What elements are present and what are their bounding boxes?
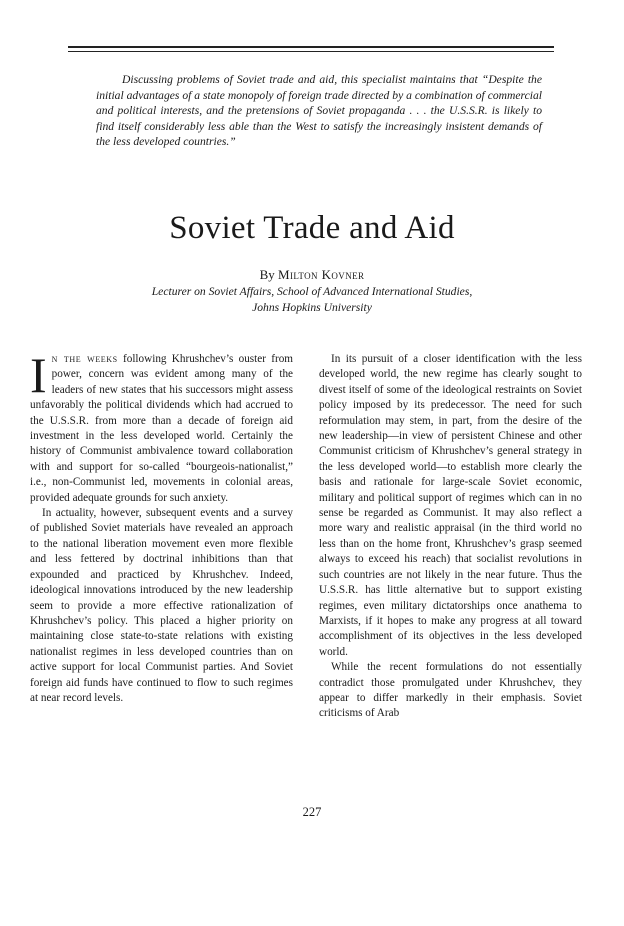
byline [0, 266, 624, 284]
author-name: Milton Kovner [278, 267, 365, 282]
header-rule-bottom [68, 51, 554, 52]
abstract: Discussing problems of Soviet trade and aid, this specialist maintains that “Despite the initial advantages of a state monopoly of foreign trade directed by a combination of commercial and political interests, and the pretensions of Soviet propaganda . . . the U.S.S.R. is likely to find itself considerably less able than the West to satisfy the increasingly insistent demands of the less developed countries.” [96, 73, 542, 149]
lead-in-words: n the weeks [51, 353, 118, 365]
body-paragraph-1 [30, 347, 293, 506]
drop-cap: I [30, 347, 47, 403]
body-column-left [30, 347, 293, 706]
page-number: 227 [302, 805, 322, 819]
byline-by: By [259, 267, 275, 282]
article-title: Soviet Trade and Aid [169, 210, 455, 246]
affiliation-line-2: Johns Hopkins University [252, 300, 372, 314]
body-paragraph-4: While the recent formulations do not essentially contradict those promulgated under Khrushchev, they appear to differ markedly in their emphasis. Soviet criticisms of Arab [319, 661, 582, 720]
body-paragraph-3: In its pursuit of a closer identification with the less developed world, the new regime has clearly sought to divest itself of some of the ideological restraints on Soviet policy imposed by its predecessor. The need for such reformulation may stem, in part, from the desire of the new leadership—in view of persistent Chinese and other Communist criticism of Khrushchev’s general strategy in the less developed world—to establish more clearly the basis and rationale for large-scale Soviet economic, military and political support of regimes which can in no sense be regarded as Communist. It may also reflect a more wary and realistic appraisal (in the third world no less than on the home front, Khrushchev’s grasp seemed always to exceed his reach) that socialist revolutions in such countries are not likely in the near future. Thus the U.S.S.R. has little alternative but to support existing regimes, even military dictatorships once anathema to Marxists, if it hopes to make any progress at all toward accomplishment of its objectives in the less developed world. [319, 353, 582, 658]
paragraph-1-text: following Khrushchev’s ouster from power, concern was evident among many of the leaders of new states that his successors might assess unfavorably the political dividends which had accrued to the U.S.S.R. from more than a decade of foreign aid investment in the less developed world. Certainly the history of Communist ambivalence toward collaboration with and support for so-called “bourgeois-nationalist,” i.e., non-Communist led, movements in colonial areas, provided adequate grounds for such anxiety. [30, 353, 293, 504]
header-rule-top [68, 46, 554, 48]
body-column-right [319, 352, 582, 722]
author-affiliation [100, 284, 524, 315]
body-paragraph-2: In actuality, however, subsequent events and a survey of published Soviet materials have revealed an approach to the national liberation movement even more flexible and less fettered by doctrinal inhibitions than that expounded and practiced by Khrushchev. Indeed, ideological innovations introduced by the new leadership seem to provide a more effective rationalization of Khrushchev’s policy. This placed a higher priority on maintaining close state-to-state relations with existing nationalist regimes in less developed countries than on active support for local Communist parties. And Soviet foreign aid funds have continued to flow to such regimes at near record levels. [30, 507, 293, 704]
affiliation-line-1: Lecturer on Soviet Affairs, School of Advanced International Studies, [151, 285, 473, 298]
